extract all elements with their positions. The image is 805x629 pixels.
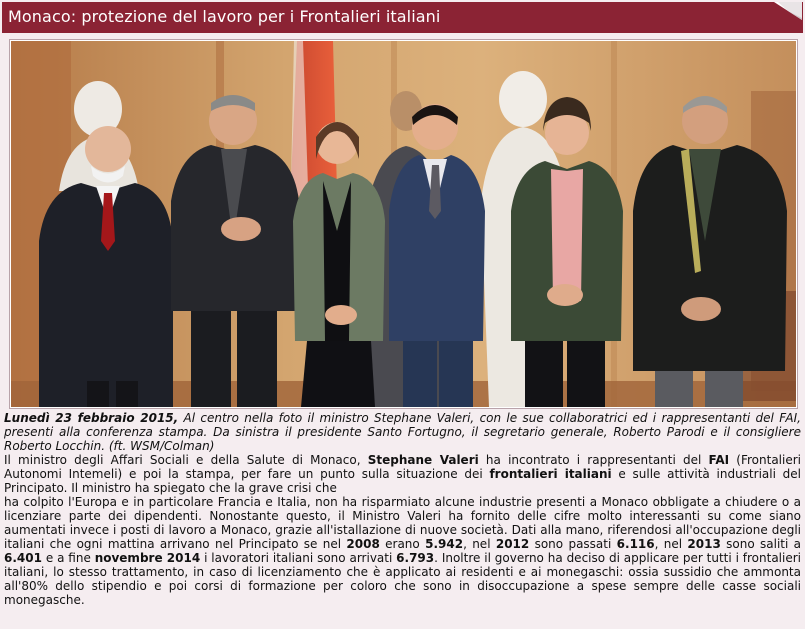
- caption-text: Al centro nella foto il ministro Stephane Valeri, con le sue collaboratrici ed i rappresentanti del FAI, presenti alla conferenza stampa. Da sinistra il presidente Santo Fortugno, il segretario generale, Roberto Parodi e il consigliere Roberto Locchin. (ft. WSM/Colman): [4, 411, 801, 453]
- paragraph-figures: [4, 495, 801, 607]
- year-2013: 2013: [687, 537, 721, 551]
- count-2013: 6.401: [4, 551, 42, 565]
- text-span: e sulle attività industriali del Principato. Il ministro ha spiegato che la grave crisi che: [4, 467, 802, 495]
- text-span: Il ministro degli Affari Sociali e della Salute di Monaco,: [4, 453, 368, 467]
- text-span: erano: [379, 537, 426, 551]
- text-span: e a fine: [41, 551, 95, 565]
- article-title: Monaco: protezione del lavoro per i Frontalieri italiani: [8, 7, 441, 26]
- date-november-2014: novembre 2014: [94, 551, 201, 565]
- minister-name: Stephane Valeri: [367, 453, 479, 467]
- text-span: sono saliti a: [720, 537, 802, 551]
- text-span: (Frontalieri Autonomi Intemeli) e poi la stampa, per fare un punto sulla situazione dei: [4, 453, 802, 481]
- year-2008: 2008: [346, 537, 380, 551]
- count-2014: 6.793: [396, 551, 435, 565]
- title-bar: [2, 2, 803, 33]
- article-text: [4, 411, 801, 607]
- fai-acronym: FAI: [708, 453, 730, 467]
- text-span: ha colpito l'Europa e in particolare Francia e Italia, non ha risparmiato alcune industrie presenti a Monaco obbligate a chiudere o a licenziare parte dei dipendenti. Nonostante questo, il Ministro Valeri ha fornito delle cifre molto interessanti su come siano aumentati invece i posti di lavoro a Monaco, grazie all'istallazione di nuove società. Dati alla mano, riferendosi all'occupazione degli italiani che ogni mattina arrivano nel Principato se nel: [4, 495, 801, 551]
- group-photo: [11, 41, 796, 407]
- photo-caption: [4, 411, 801, 453]
- frontalieri-highlight: frontalieri italiani: [489, 467, 612, 481]
- page-curl-icon: [774, 2, 802, 20]
- caption-date: Lunedì 23 febbraio 2015,: [4, 411, 179, 425]
- text-span: , nel: [654, 537, 688, 551]
- count-2008: 5.942: [425, 537, 464, 551]
- text-span: sono passati: [529, 537, 617, 551]
- text-span: ha incontrato i rappresentanti del: [478, 453, 709, 467]
- text-span: i lavoratori italiani sono arrivati: [200, 551, 397, 565]
- text-span: , nel: [463, 537, 496, 551]
- text-span: . Inoltre il governo ha deciso di applicare per tutti i frontalieri italiani, lo stesso trattamento, in caso di licenziamento che è applicato ai residenti e ai monegaschi: ossia sussidio che ammonta all'80% dello stipendio e poi corsi di formazione per coloro che sono in disoccupazione a spese sempre delle casse sociali monegasche.: [4, 551, 801, 607]
- article-photo: [10, 40, 797, 408]
- count-2012: 6.116: [616, 537, 655, 551]
- year-2012: 2012: [495, 537, 530, 551]
- paragraph-intro: [4, 453, 801, 495]
